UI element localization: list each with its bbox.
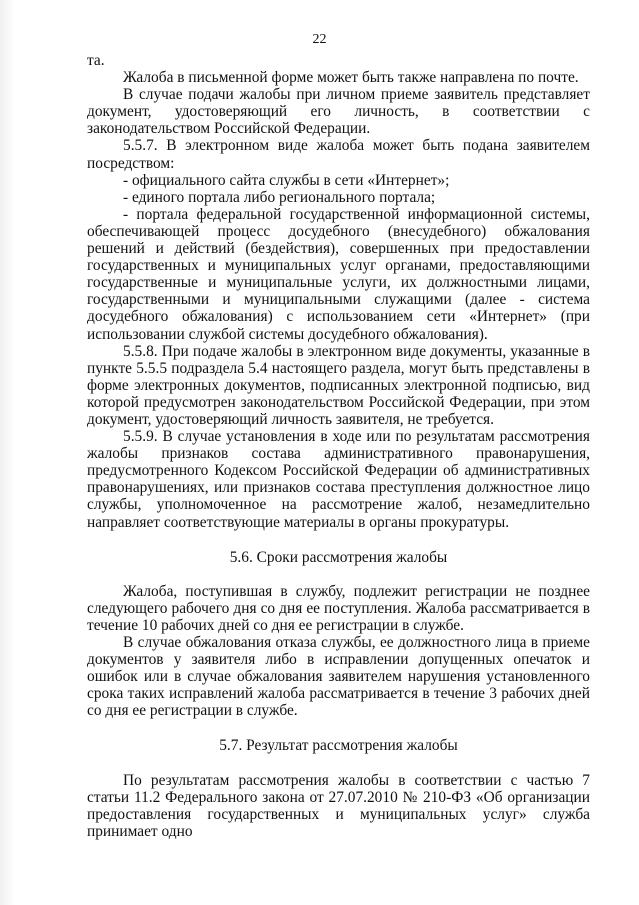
- section-heading-5-7: 5.7. Результат рассмотрения жалобы: [219, 737, 458, 755]
- paragraph-refusal-appeal: В случае обжалования отказа службы, ее должностного лица в приеме документов у заявителя либо в исправлении допущенных опечаток и ошибок или в случае обжалования заявителем нарушения установленного срока таких исправлений жалоба рассматривается в течение 3 рабочих дней со дня ее регистрации в службе.: [87, 634, 590, 720]
- section-heading-5-6: 5.6. Сроки рассмотрения жалобы: [229, 548, 448, 566]
- paragraph-5-5-7: 5.5.7. В электронном виде жалоба может быть подана заявителем посредством:: [87, 137, 590, 172]
- scan-edge-shadow: [0, 0, 14, 905]
- document-body: [87, 52, 590, 840]
- list-item-official-site: - официального сайта службы в сети «Интернет»;: [123, 171, 450, 189]
- list-item-federal-system: - портала федеральной государственной информационной системы, обеспечивающей процесс досудебного (внесудебного) обжалования решений и действий (бездействия), совершенных при предоставлении государственных и муниципальных услуг органами, предоставляющими государственные и муниципальные услуги, их должностными лицами, государственными и муниципальными служащими (далее - система досудебного обжалования) с использованием сети «Интернет» (при использовании службой системы досудебного обжалования).: [87, 205, 590, 343]
- paragraph-registration-terms: Жалоба, поступившая в службу, подлежит регистрации не позднее следующего рабочего дня со дня ее поступления. Жалоба рассматривается в течение 10 рабочих дней со дня ее регистрации в службе.: [87, 582, 590, 634]
- list-item-unified-portal: - единого портала либо регионального портала;: [123, 188, 436, 206]
- page-number: 22: [312, 32, 327, 47]
- paragraph-5-5-9: 5.5.9. В случае установления в ходе или по результатам рассмотрения жалобы признаков состава административного правонарушения, предусмотренного Кодексом Российской Федерации об административных правонарушениях, или признаков состава преступления должностное лицо службы, уполномоченное на рассмотрение жалоб, незамедлительно направляет соответствующие материалы в органы прокуратуры.: [87, 428, 590, 531]
- paragraph-mail-complaint: Жалоба в письменной форме может быть также направлена по почте.: [123, 69, 579, 87]
- paragraph-continuation: та.: [87, 52, 105, 69]
- paragraph-review-result: По результатам рассмотрения жалобы в соответствии с частью 7 статьи 11.2 Федерального закона от 27.07.2010 № 210-ФЗ «Об организации предоставления государственных и муниципальных услуг» служба принимает одно: [87, 771, 590, 840]
- paragraph-personal-reception: В случае подачи жалобы при личном приеме заявитель представляет документ, удостоверяющий его личность, в соответствии с законодательством Российской Федерации.: [87, 86, 590, 138]
- paragraph-5-5-8: 5.5.8. При подаче жалобы в электронном виде документы, указанные в пункте 5.5.5 подраздела 5.4 настоящего раздела, могут быть представлены в форме электронных документов, подписанных электронной подписью, вид которой предусмотрен законодательством Российской Федерации, при этом документ, удостоверяющий личность заявителя, не требуется.: [87, 342, 590, 428]
